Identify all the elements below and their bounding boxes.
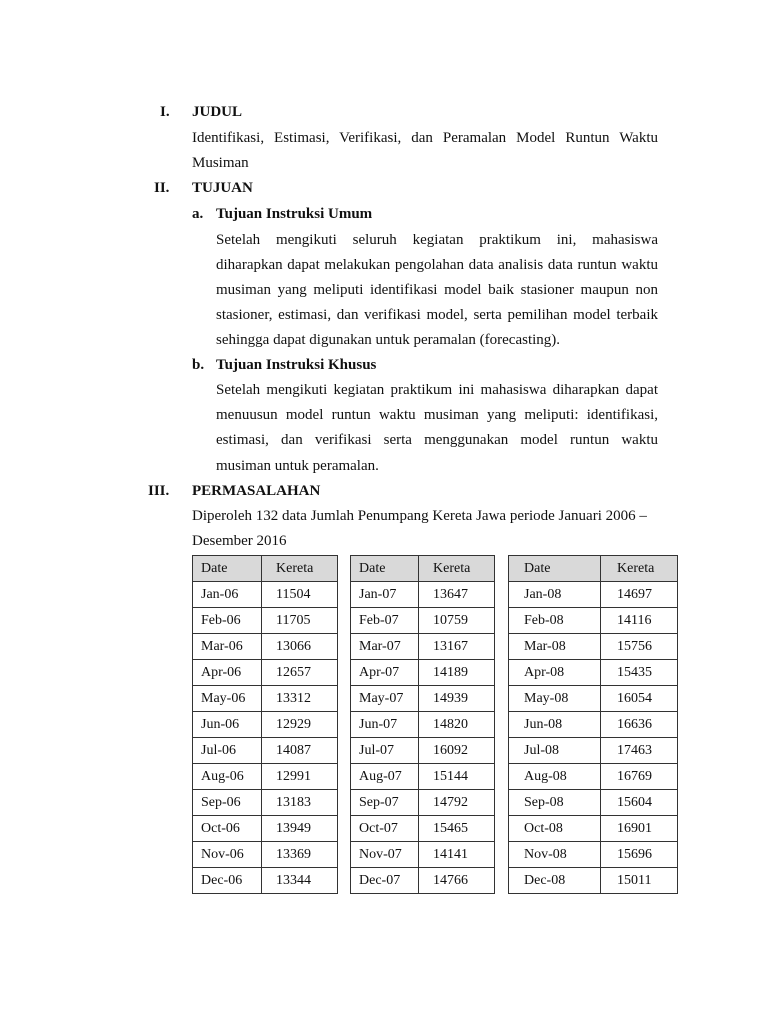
section-title-judul: JUDUL <box>192 104 243 120</box>
cell-date: Jun-07 <box>351 712 419 738</box>
cell-kereta: 13949 <box>262 816 338 842</box>
column-header-kereta: Kereta <box>262 556 338 582</box>
cell-kereta: 15465 <box>419 816 495 842</box>
table-row <box>351 816 495 842</box>
cell-date: Nov-07 <box>351 842 419 868</box>
cell-date: Dec-07 <box>351 868 419 894</box>
cell-kereta: 16092 <box>419 738 495 764</box>
table-row <box>193 712 338 738</box>
table-row <box>351 634 495 660</box>
cell-kereta: 15696 <box>601 842 678 868</box>
subsection-letter: b. <box>192 357 205 373</box>
cell-kereta: 16054 <box>601 686 678 712</box>
cell-kereta: 12991 <box>262 764 338 790</box>
cell-kereta: 13647 <box>419 582 495 608</box>
cell-kereta: 13344 <box>262 868 338 894</box>
cell-date: Aug-06 <box>193 764 262 790</box>
cell-date: Jun-08 <box>509 712 601 738</box>
table-row <box>193 582 338 608</box>
cell-date: Feb-07 <box>351 608 419 634</box>
cell-kereta: 11504 <box>262 582 338 608</box>
cell-kereta: 16901 <box>601 816 678 842</box>
cell-date: Aug-08 <box>509 764 601 790</box>
cell-kereta: 12657 <box>262 660 338 686</box>
cell-date: Dec-08 <box>509 868 601 894</box>
table-row <box>351 738 495 764</box>
table-header-row <box>509 556 678 582</box>
section-number: I. <box>160 104 170 120</box>
cell-date: May-08 <box>509 686 601 712</box>
cell-date: Nov-08 <box>509 842 601 868</box>
table-row <box>351 790 495 816</box>
cell-kereta: 17463 <box>601 738 678 764</box>
subsection-title-umum: Tujuan Instruksi Umum <box>216 206 373 222</box>
cell-kereta: 15604 <box>601 790 678 816</box>
paragraph-line: menuusun model runtun waktu musiman yang meliputi: identifikasi, <box>216 407 658 423</box>
cell-date: Jan-08 <box>509 582 601 608</box>
table-row <box>509 868 678 894</box>
table-row <box>509 634 678 660</box>
cell-kereta: 16636 <box>601 712 678 738</box>
data-table-2008 <box>508 555 678 894</box>
cell-kereta: 15756 <box>601 634 678 660</box>
table-row <box>193 816 338 842</box>
cell-date: Jan-06 <box>193 582 262 608</box>
table-row <box>509 816 678 842</box>
paragraph-line: sehingga dapat digunakan untuk peramalan (forecasting). <box>216 332 561 348</box>
cell-date: Mar-06 <box>193 634 262 660</box>
cell-kereta: 12929 <box>262 712 338 738</box>
column-header-kereta: Kereta <box>601 556 678 582</box>
cell-date: Oct-06 <box>193 816 262 842</box>
table-header-row <box>351 556 495 582</box>
table-row <box>193 738 338 764</box>
table-row <box>509 608 678 634</box>
table-row <box>193 868 338 894</box>
table-row <box>193 790 338 816</box>
paragraph-line: Setelah mengikuti kegiatan praktikum ini mahasiswa diharapkan dapat <box>216 382 658 398</box>
cell-kereta: 14087 <box>262 738 338 764</box>
cell-kereta: 15435 <box>601 660 678 686</box>
table-row <box>509 738 678 764</box>
cell-kereta: 14820 <box>419 712 495 738</box>
cell-date: May-06 <box>193 686 262 712</box>
table-row <box>193 608 338 634</box>
table-row <box>509 764 678 790</box>
table-row <box>351 608 495 634</box>
paragraph-line: stasioner, estimasi, dan verifikasi model, serta pemilihan model terbaik <box>216 307 658 323</box>
cell-date: Sep-08 <box>509 790 601 816</box>
cell-kereta: 14116 <box>601 608 678 634</box>
cell-kereta: 14697 <box>601 582 678 608</box>
data-table-2007 <box>350 555 495 894</box>
cell-kereta: 14189 <box>419 660 495 686</box>
cell-date: Oct-07 <box>351 816 419 842</box>
section-title-tujuan: TUJUAN <box>192 180 253 196</box>
column-header-kereta: Kereta <box>419 556 495 582</box>
table-row <box>193 634 338 660</box>
table-row <box>193 842 338 868</box>
table-row <box>509 660 678 686</box>
cell-date: Oct-08 <box>509 816 601 842</box>
cell-date: Jul-07 <box>351 738 419 764</box>
section-number: II. <box>154 180 170 196</box>
data-table-2006 <box>192 555 338 894</box>
cell-date: Apr-07 <box>351 660 419 686</box>
cell-date: Apr-06 <box>193 660 262 686</box>
cell-kereta: 13312 <box>262 686 338 712</box>
paragraph-line: Diperoleh 132 data Jumlah Penumpang Kereta Jawa periode Januari 2006 – <box>192 508 647 524</box>
cell-kereta: 16769 <box>601 764 678 790</box>
cell-date: Apr-08 <box>509 660 601 686</box>
paragraph-line: Identifikasi, Estimasi, Verifikasi, dan Peramalan Model Runtun Waktu <box>192 130 658 146</box>
section-number: III. <box>148 483 170 499</box>
paragraph-line: estimasi, dan verifikasi serta menggunakan model runtun waktu <box>216 432 658 448</box>
paragraph-line: Desember 2016 <box>192 533 287 549</box>
table-row <box>351 868 495 894</box>
cell-date: Mar-07 <box>351 634 419 660</box>
cell-kereta: 14792 <box>419 790 495 816</box>
cell-date: Nov-06 <box>193 842 262 868</box>
cell-kereta: 13369 <box>262 842 338 868</box>
paragraph-line: Setelah mengikuti seluruh kegiatan praktikum ini, mahasiswa <box>216 232 658 248</box>
cell-date: Sep-06 <box>193 790 262 816</box>
table-row <box>351 712 495 738</box>
section-title-permasalahan: PERMASALAHAN <box>192 483 321 499</box>
cell-date: Jul-06 <box>193 738 262 764</box>
cell-date: Mar-08 <box>509 634 601 660</box>
cell-date: Jul-08 <box>509 738 601 764</box>
cell-date: Dec-06 <box>193 868 262 894</box>
subsection-title-khusus: Tujuan Instruksi Khusus <box>216 357 377 373</box>
cell-date: Jun-06 <box>193 712 262 738</box>
cell-kereta: 10759 <box>419 608 495 634</box>
cell-kereta: 13066 <box>262 634 338 660</box>
cell-kereta: 13167 <box>419 634 495 660</box>
column-header-date: Date <box>193 556 262 582</box>
table-row <box>509 712 678 738</box>
cell-date: May-07 <box>351 686 419 712</box>
cell-kereta: 14141 <box>419 842 495 868</box>
table-header-row <box>193 556 338 582</box>
cell-kereta: 11705 <box>262 608 338 634</box>
table-row <box>509 790 678 816</box>
cell-date: Feb-06 <box>193 608 262 634</box>
table-row <box>509 582 678 608</box>
cell-kereta: 14766 <box>419 868 495 894</box>
table-row <box>509 842 678 868</box>
paragraph-line: musiman untuk peramalan. <box>216 458 379 474</box>
table-row <box>351 764 495 790</box>
paragraph-line: Musiman <box>192 155 249 171</box>
table-row <box>351 660 495 686</box>
paragraph-line: diharapkan dapat melakukan pengolahan data analisis data runtun waktu <box>216 257 658 273</box>
cell-kereta: 15011 <box>601 868 678 894</box>
paragraph-line: musiman yang meliputi identifikasi model baik stasioner maupun non <box>216 282 658 298</box>
cell-kereta: 14939 <box>419 686 495 712</box>
cell-date: Aug-07 <box>351 764 419 790</box>
cell-date: Sep-07 <box>351 790 419 816</box>
cell-date: Jan-07 <box>351 582 419 608</box>
table-row <box>193 764 338 790</box>
column-header-date: Date <box>509 556 601 582</box>
cell-kereta: 15144 <box>419 764 495 790</box>
subsection-letter: a. <box>192 206 204 222</box>
table-row <box>351 582 495 608</box>
cell-date: Feb-08 <box>509 608 601 634</box>
column-header-date: Date <box>351 556 419 582</box>
table-row <box>193 660 338 686</box>
table-row <box>351 842 495 868</box>
cell-kereta: 13183 <box>262 790 338 816</box>
table-row <box>351 686 495 712</box>
table-row <box>509 686 678 712</box>
table-row <box>193 686 338 712</box>
